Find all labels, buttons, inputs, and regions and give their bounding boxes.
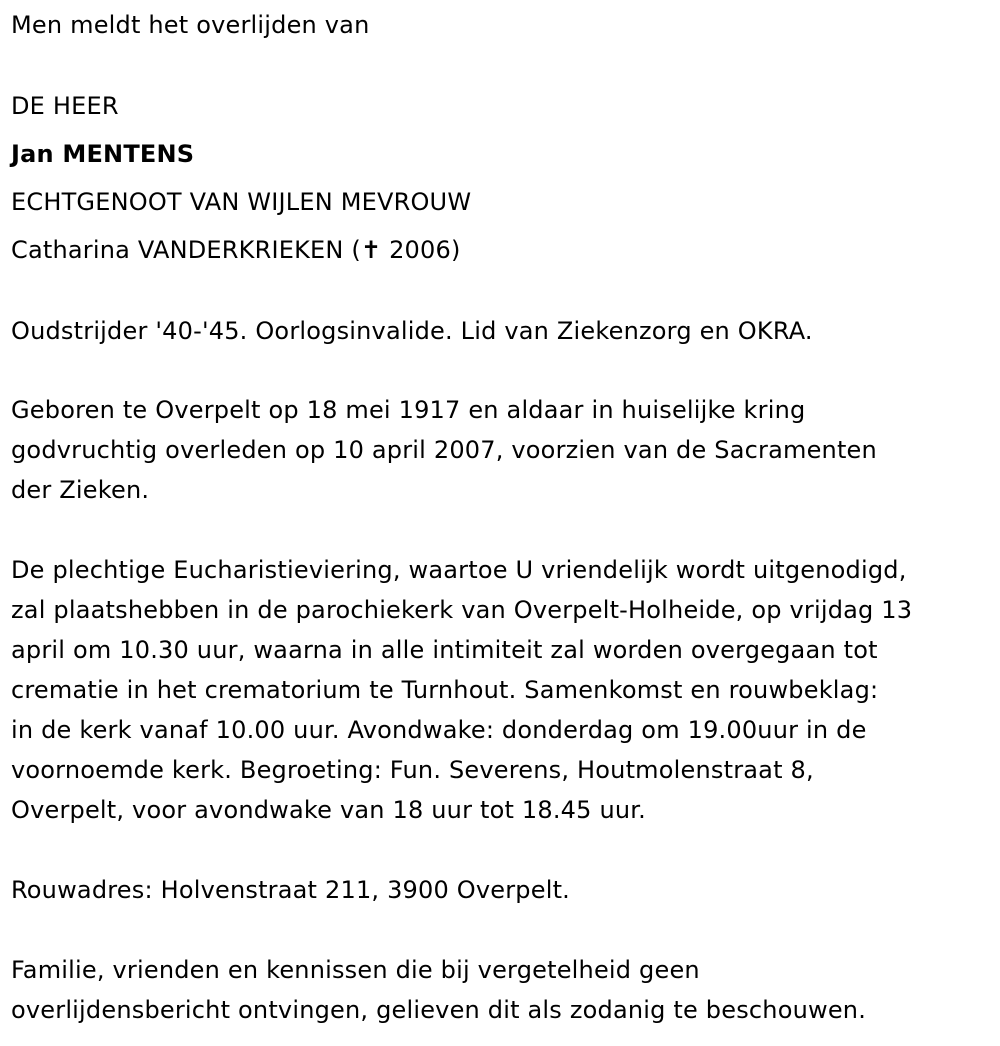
paragraph-line: Familie, vrienden en kennissen die bij vergetelheid geen [11,956,700,984]
paragraph-line: overlijdensbericht ontvingen, gelieven dit als zodanig te beschouwen. [11,996,867,1024]
spouse-name: Catharina VANDERKRIEKEN (✝ 2006) [11,236,461,264]
paragraph-line: crematie in het crematorium te Turnhout. Samenkomst en rouwbeklag: [11,676,879,704]
birth-death-paragraph [11,390,877,510]
paragraph-line: der Zieken. [11,476,150,504]
paragraph-line: in de kerk vanaf 10.00 uur. Avondwake: donderdag om 19.00uur in de [11,716,867,744]
honorific: DE HEER [11,92,119,120]
intro-text: Men meldt het overlijden van [11,11,370,39]
closing-paragraph [11,950,866,1030]
paragraph-line: godvruchtig overleden op 10 april 2007, voorzien van de Sacramenten [11,436,877,464]
relation-text: ECHTGENOOT VAN WIJLEN MEVROUW [11,188,472,216]
paragraph-line: voornoemde kerk. Begroeting: Fun. Severens, Houtmolenstraat 8, [11,756,814,784]
paragraph-line: De plechtige Eucharistieviering, waartoe U vriendelijk wordt uitgenodigd, [11,556,907,584]
paragraph-line: zal plaatshebben in de parochiekerk van Overpelt-Holheide, op vrijdag 13 [11,596,913,624]
ceremony-paragraph [11,550,912,830]
paragraph-line: Geboren te Overpelt op 18 mei 1917 en aldaar in huiselijke kring [11,396,806,424]
background-text: Oudstrijder '40-'45. Oorlogsinvalide. Lid van Ziekenzorg en OKRA. [11,317,813,345]
paragraph-line: april om 10.30 uur, waarna in alle intimiteit zal worden overgegaan tot [11,636,878,664]
paragraph-line: Overpelt, voor avondwake van 18 uur tot 18.45 uur. [11,796,646,824]
mourning-address: Rouwadres: Holvenstraat 211, 3900 Overpelt. [11,876,571,904]
deceased-name: Jan MENTENS [11,140,195,168]
